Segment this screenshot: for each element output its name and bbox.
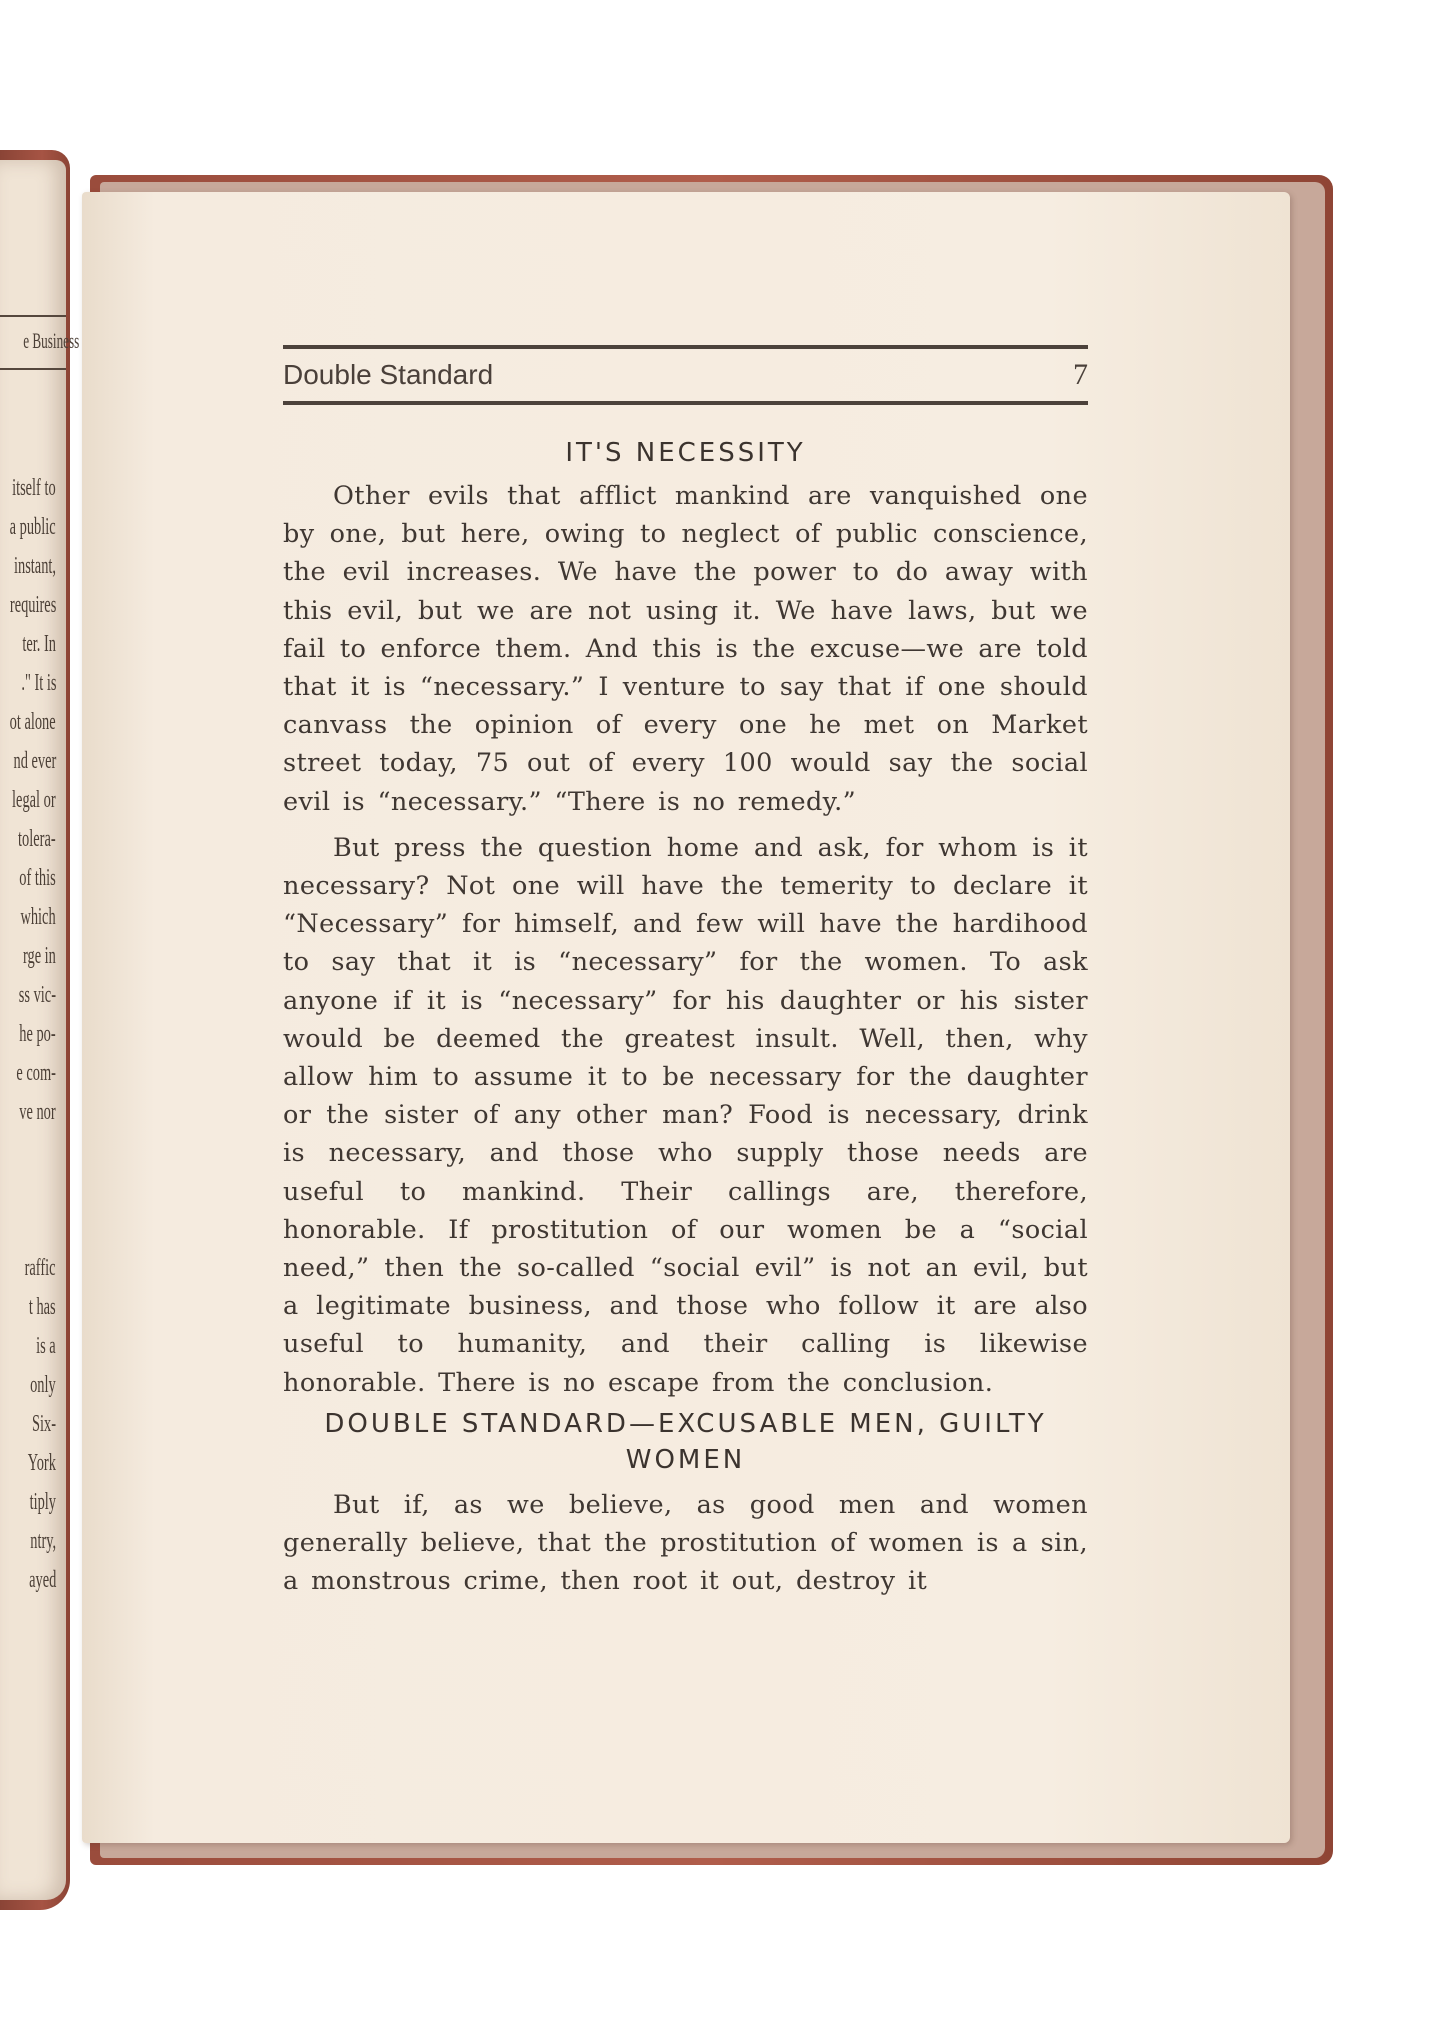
left-line-fragment: he po-: [19, 1021, 56, 1047]
body-paragraph: But if, as we believe, as good men and women generally believe, that the prostitution of women is a sin, a monstrous crime, then root it out, destroy it: [283, 1489, 1088, 1597]
left-line-fragment: tolera-: [18, 826, 56, 852]
left-line-fragment: instant,: [14, 553, 56, 579]
left-line-fragment: only: [30, 1372, 56, 1398]
left-line-fragment: rge in: [23, 943, 56, 969]
left-line-fragment: a public: [10, 514, 56, 540]
body-paragraph: But press the question home and ask, for whom is it necessary? Not one will have the temerity to declare it “Necessary” for himself, and few will have the hardihood to say that it is “necessary” for the women. To ask anyone if it is “necessary” for his daughter or his sister would be deemed the greatest insult. Well, then, why allow him to assume it to be necessary for the daughter or the sister of any other man? Food is necessary, drink is necessary, and those who supply those needs are useful to mankind. Their callings are, therefore, honorable. If prostitution of our women be a “social need,” then the so-called “social evil” is not an evil, but a legitimate business, and those who follow it are also useful to humanity, and their calling is likewise honorable. There is no escape from the conclusion.: [283, 832, 1088, 1398]
left-line-fragment: ayed: [28, 1567, 56, 1593]
left-line-fragment: ter. In: [22, 631, 56, 657]
left-header-rule-bottom: [0, 368, 66, 370]
left-header-rule-top: [0, 315, 66, 317]
left-line-fragment: ot alone: [10, 709, 56, 735]
left-line-fragment: ss vic-: [18, 982, 56, 1008]
header-rule-bottom: [283, 401, 1088, 405]
left-line-fragment: which: [20, 904, 56, 930]
header-rule-top: [283, 345, 1088, 349]
section-heading-line: WOMEN: [625, 1444, 746, 1475]
page-number: 7: [1073, 358, 1088, 391]
left-line-fragment: ." It is: [20, 670, 56, 696]
body-paragraph: Other evils that afflict mankind are vanquished one by one, but here, owing to neglect of public conscience, the evil increases. We have the power to do away with this evil, but we are not using it. We have laws, but we fail to enforce them. And this is the excuse—we are told that it is “necessary.” I venture to say that if one should canvass the opinion of every one he met on Market street today, 75 out of every 100 would say the social evil is “necessary.” “There is no remedy.”: [283, 481, 1088, 817]
page-text-block: [283, 345, 1088, 1600]
left-line-fragment: requires: [9, 592, 56, 618]
left-line-fragment: tiply: [29, 1489, 56, 1515]
left-line-fragment: itself to: [12, 475, 56, 501]
section-heading: IT'S NECESSITY: [565, 438, 806, 468]
left-line-fragment: Six-: [31, 1411, 56, 1437]
left-running-head: e Business: [23, 328, 80, 353]
left-line-fragment: ntry,: [30, 1528, 56, 1554]
left-line-fragment: legal or: [12, 787, 56, 813]
section-heading-line: DOUBLE STANDARD—EXCUSABLE MEN, GUILTY: [324, 1408, 1047, 1439]
left-line-fragment: e com-: [16, 1060, 56, 1086]
running-header: [283, 355, 1088, 395]
left-line-fragment: is a: [36, 1333, 56, 1359]
left-line-fragment: t has: [29, 1294, 56, 1320]
left-page: [0, 160, 80, 1900]
left-line-fragment: nd ever: [13, 748, 56, 774]
left-line-fragment: York: [27, 1450, 56, 1476]
section-heading: [283, 1406, 1088, 1478]
running-head-title: Double Standard: [283, 359, 494, 390]
left-line-fragment: raffic: [25, 1255, 56, 1281]
left-line-fragment: of this: [19, 865, 56, 891]
left-line-fragment: ve nor: [19, 1099, 56, 1125]
